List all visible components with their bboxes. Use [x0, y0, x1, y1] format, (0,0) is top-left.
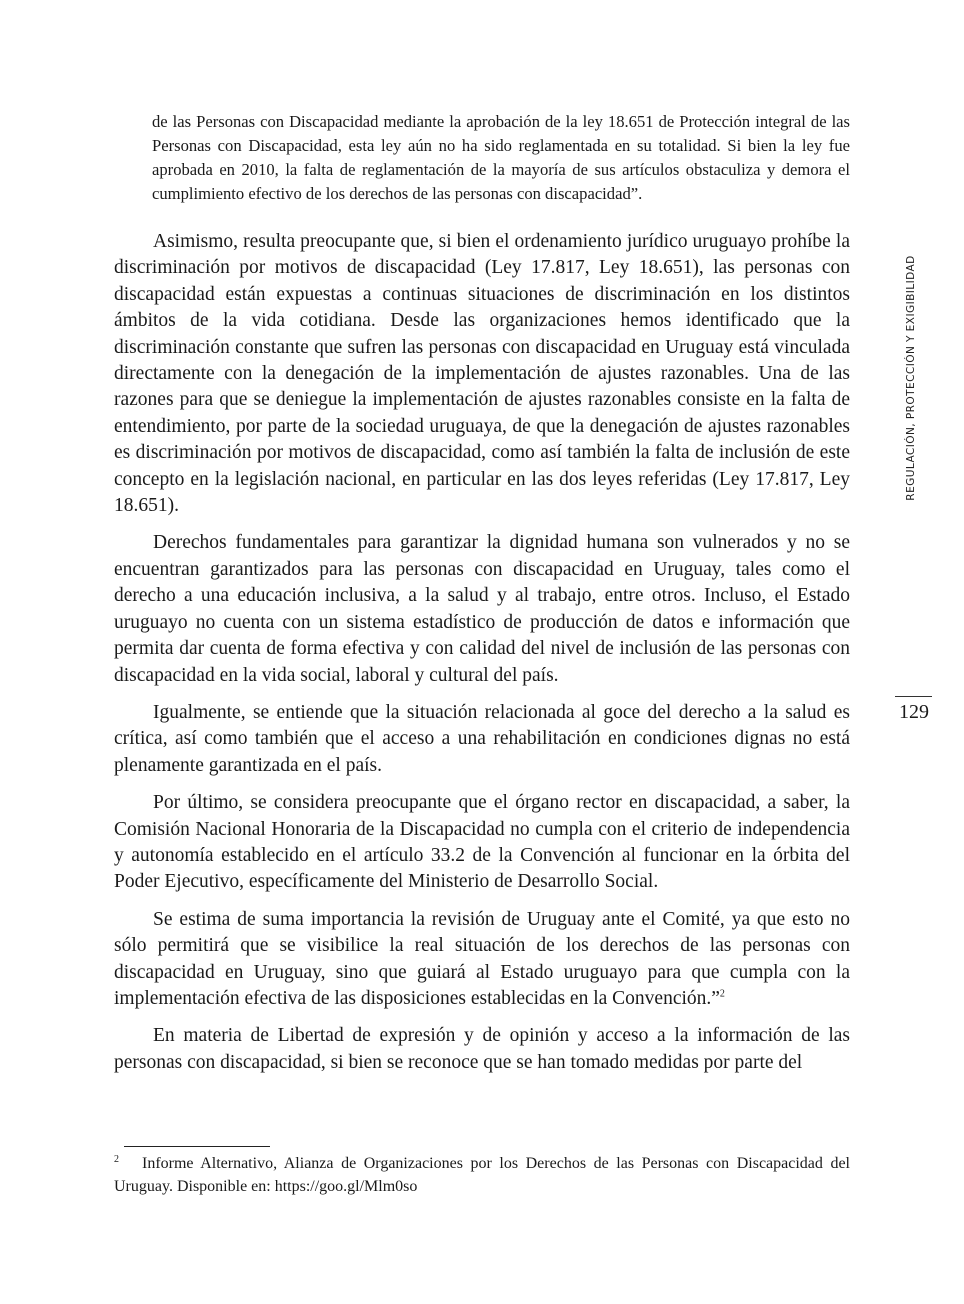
paragraph-committee-review [114, 907, 850, 1013]
paragraph-freedom-expression: En materia de Libertad de expresión y de opinión y acceso a la información de las personas con discapacidad, si bien se reconoce que se han tomado medidas por parte del [114, 1025, 850, 1073]
page-number-rule [895, 696, 932, 697]
paragraph-governing-body: Por último, se considera preocupante que el órgano rector en discapacidad, a saber, la Comisión Nacional Honoraria de la Discapacidad no cumpla con el criterio de independencia y autonomía establecido en el artículo 33.2 de la Convención al funcionar en la órbita del Poder Ejecutivo, específicamente del Ministerio de Desarrollo Social. [114, 792, 850, 893]
paragraph-committee-review-text: Se estima de suma importancia la revisión de Uruguay ante el Comité, ya que esto no sólo permitirá que se visibilice la real situación de los derechos de las personas con discapacidad en Uruguay, sino que guiará al Estado uruguayo para que cumpla con la implementación efectiva de las disposiciones establecidas en la Convención.” [114, 908, 850, 1009]
footnote-text: Informe Alternativo, Alianza de Organizaciones por los Derechos de las Personas con Discapacidad del Uruguay. Disponible en: https://goo.gl/Mlm0so [114, 1155, 850, 1195]
running-section-label-text: REGULACIÓN, PROTECCIÓN Y EXIGIBILIDAD [905, 255, 917, 501]
footnote: 2 Informe Alternativo, Alianza de Organizaciones por los Derechos de las Personas con Discapacidad del Uruguay. Disponible en: https://goo.gl/Mlm0so [114, 1153, 850, 1195]
paragraph-fundamental-rights: Derechos fundamentales para garantizar la dignidad humana son vulnerados y no se encuentran garantizados para las personas con discapacidad en Uruguay, tales como el derecho a una educación inclusiva, a la salud y al trabajo, entre otros. Incluso, el Estado uruguayo no cuenta con un sistema estadístico de producción de datos e información que permita dar cuenta de forma efectiva y con calidad del nivel de inclusión de las personas con discapacidad en la vida social, laboral y cultural del país. [114, 532, 850, 686]
footnote-separator [124, 1146, 270, 1147]
footnote-reference[interactable]: 2 [719, 988, 725, 1000]
page-number: 129 [899, 701, 929, 723]
paragraph-discrimination: Asimismo, resulta preocupante que, si bien el ordenamiento jurídico uruguayo prohíbe la discriminación por motivos de discapacidad (Ley 17.817, Ley 18.651), las personas con discapacidad están expuestas a continuas situaciones de discriminación en los distintos ámbitos de la vida cotidiana. Desde las organizaciones hemos identificado que la discriminación constante que sufren las personas con discapacidad en Uruguay está vinculada directamente con la denegación de la implementación de ajustes razonables. Una de las razones para que se deniegue la implementación de ajustes razonables consiste en la falta de entendimiento, por parte de la sociedad uruguaya, de que la denegación de ajustes razonables es discriminación por motivos de discapacidad, como así también la falta de inclusión de este concepto en la legislación nacional, en particular en las dos leyes referidas (Ley 17.817, Ley 18.651). [114, 231, 850, 517]
body-text [114, 229, 850, 1087]
paragraph-health: Igualmente, se entiende que la situación relacionada al goce del derecho a la salud es crítica, así como también que el acceso a una rehabilitación en condiciones dignas no está plenamente garantizada en el país. [114, 701, 850, 776]
block-quote [152, 110, 850, 206]
block-quote-text: de las Personas con Discapacidad mediante la aprobación de la ley 18.651 de Protección integral de las Personas con Discapacidad, esta ley aún no ha sido reglamentada en su totalidad. Si bien la ley fue aprobada en 2010, la falta de reglamentación de la mayoría de sus artículos obstaculiza y demora el cumplimiento efectivo de los derechos de las personas con discapacidad”. [152, 112, 850, 203]
